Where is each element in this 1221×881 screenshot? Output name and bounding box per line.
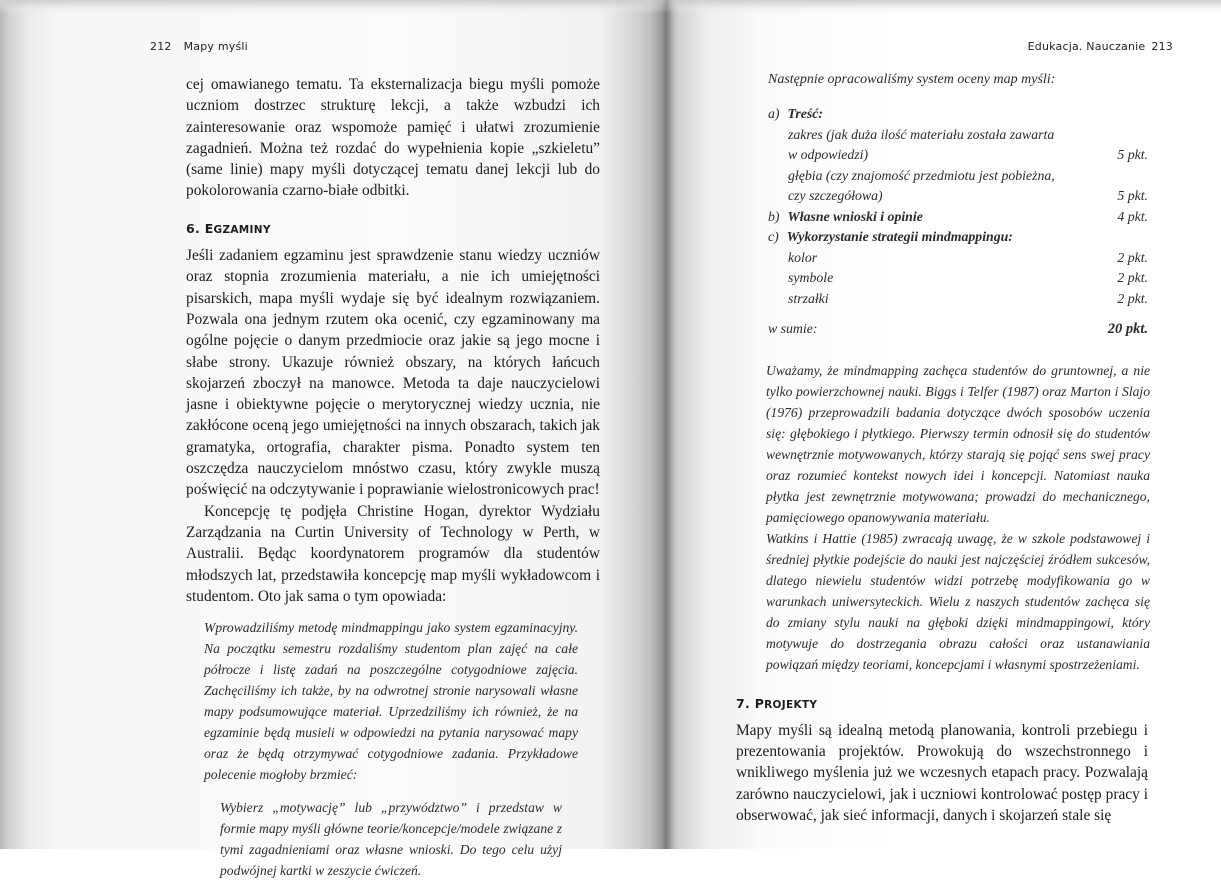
hogan-quote-paragraph-1: Wprowadziliśmy metodę mindmappingu jako system egzaminacyjny. Na początku semestru rozdaliśmy studentom plan zajęć na całe półrocze i listę zadań na poszczególne cotygodniowe zajęcia. Zachęciliśmy ich także, by na odwrotnej stronie narysowali własne mapy podsumowujące materiał. Uprzedziliśmy ich również, że na egzaminie będą musieli w odpowiedzi na pytania narysować mapy oraz że będą otrzymywać cotygodniowe zadania. Przykładowe polecenie mogłoby brzmieć: <box>204 620 578 783</box>
rubric-label: Własne wnioski i opinie <box>787 208 923 224</box>
rubric-label: Wykorzystanie strategii mindmappingu: <box>786 229 1013 244</box>
rubric-points: 5 pkt. <box>1117 188 1148 203</box>
rubric-row <box>768 104 1148 125</box>
rubric-criterion <box>788 125 1054 146</box>
hogan-paragraph: Koncepcję tę podjęła Christine Hogan, dyrektor Wydziału Zarządzania na Curtin University of Technology w Perth, w Australii. Będąc koordynatorem programów dla studentów młodszych lat, przedstawiła koncepcję map myśli wykładowcom i studentom. Oto jak sama o tym opowiada: <box>186 502 600 605</box>
left-running-header <box>150 40 248 53</box>
rubric-label: czy szczegółowa) <box>788 188 883 203</box>
rubric-points: 2 pkt. <box>1117 290 1148 306</box>
rubric-label: w odpowiedzi) <box>788 147 869 162</box>
rubric-marker: c) <box>768 229 779 244</box>
rubric-total-label: w sumie: <box>768 321 818 336</box>
section-heading-projekty <box>736 693 1148 716</box>
continuation-paragraph: cej omawianego tematu. Ta eksternalizacja biegu myśli pomoże uczniom dostrzec strukturę lekcji, a także wzbudzi ich zainteresowanie oraz wspomoże pamięć i ułatwi zrozumienie zagadnień. Można też rozdać do wypełnienia kopie „szkieletu” (same linie) mapy myśli dotyczącej tematu danej lekcji lub do pokolorowania czarno-białe odbitki. <box>186 76 600 200</box>
rubric-row <box>768 227 1148 248</box>
rubric-points: 2 pkt. <box>1117 249 1148 265</box>
rubric-label: symbole <box>788 270 834 285</box>
rubric-row <box>768 145 1148 166</box>
right-page-body <box>736 70 1148 826</box>
hogan-quote <box>204 617 578 881</box>
rubric-row <box>768 289 1148 310</box>
section-title-initial: E <box>204 220 214 236</box>
right-running-header <box>1028 40 1173 53</box>
deep-learning-quote-paragraph-1: Uważamy, że mindmapping zachęca studentów do gruntownej, a nie tylko powierzchownej nauki. Biggs i Telfer (1987) oraz Marton i Slajo (1976) przeprowadzili badania dotyczące dwóch sposobów uczenia się: głębokiego i płytkiego. Pierwszy termin odnosił się do studentów wewnętrznie motywowanych, którzy starają się pojąć sens swej pracy oraz rozumieć kontekst nowych idei i koncepcji. Natomiast nauka płytka jest zewnętrznie motywowana; prowadzi do mechanicznego, pamięciowego opanowywania materiału. <box>766 362 1150 525</box>
section-title-rest: ROJEKTY <box>764 698 818 711</box>
section-title-initial: P <box>754 695 765 711</box>
rubric-points: 2 pkt. <box>1117 270 1148 285</box>
exam-paragraph: Jeśli zadaniem egzaminu jest sprawdzenie stanu wiedzy uczniów oraz stopnia zrozumienia materiału, a nie ich umiejętności pisarskich, mapa myśli wydaje się być idealnym rozwiązaniem. Pozwala ona jednym rzutem oka ocenić, czy egzaminowany ma ogólne pojęcie o danym przedmiocie oraz jakie są jego mocne i słabe strony. Ukazuje również obszary, na których łańcuch skojarzeń zboczył na manowce. Metoda ta daje nauczycielowi jasne i obiektywne pojęcie o merytorycznej wiedzy ucznia, nie zakłócone oceną jego umiejętności na innych obszarach, takich jak gramatyka, ortografia, charakter pisma. Ponadto system ten oszczędza nauczycielom mnóstwo czasu, który zwykle muszą poświęcić na odczytywanie i poprawianie wielostronicowych prac! <box>186 247 600 499</box>
rubric-label: Treść: <box>787 106 823 121</box>
hogan-quote-example-task: Wybierz „motywację” lub „przywództwo” i przedstaw w formie mapy myśli główne teorie/koncepcje/modele związane z tymi zagadnieniami oraz własne wnioski. Do tego celu użyj podwójnej kartki w zeszycie ćwiczeń. <box>220 800 562 879</box>
rubric-label: zakres (jak duża ilość materiału została zawarta <box>788 126 1055 142</box>
rubric-row <box>768 125 1148 146</box>
section-number: 7. <box>736 695 751 711</box>
rubric-total-points: 20 pkt. <box>1107 321 1148 337</box>
rubric-criterion <box>788 186 883 207</box>
deep-learning-quote <box>766 360 1150 675</box>
rubric-criterion <box>788 166 1055 187</box>
section-heading-egzaminy <box>186 218 600 241</box>
rubric-criterion <box>788 145 868 166</box>
rubric-marker: a) <box>768 106 780 121</box>
rubric-criterion <box>768 207 923 228</box>
right-page-number: 213 <box>1151 40 1173 53</box>
rubric-label: głębia (czy znajomość przedmiotu jest pobieżna, <box>788 167 1055 183</box>
left-running-head-title: Mapy myśli <box>183 40 248 53</box>
rubric-row <box>768 268 1148 289</box>
right-running-head-title: Edukacja. Nauczanie <box>1027 40 1146 53</box>
rubric-marker: b) <box>768 208 780 224</box>
rubric-intro: Następnie opracowaliśmy system oceny map myśli: <box>768 72 1056 87</box>
rubric-criterion <box>788 289 829 310</box>
grading-rubric <box>768 104 1148 340</box>
projects-paragraph: Mapy myśli są idealną metodą planowania, kontroli przebiegu i prezentowania projektów. Prowokują do wszechstronnego i wnikliwego myślenia już we wczesnych etapach pracy. Pozwalają zarówno nauczycielowi, jak i uczniowi kontrolować postęp pracy i obserwować, jak sieć informacji, danych i skojarzeń stale się <box>736 721 1148 824</box>
rubric-criterion <box>788 268 833 289</box>
rubric-criterion <box>768 104 823 125</box>
rubric-label: strzałki <box>788 290 829 306</box>
rubric-label: kolor <box>788 249 818 265</box>
section-number: 6. <box>186 220 201 236</box>
rubric-points: 4 pkt. <box>1117 208 1148 224</box>
deep-learning-quote-paragraph-2: Watkins i Hattie (1985) zwracają uwagę, że w szkole podstawowej i średniej płytkie podejście do nauki jest najczęściej źródłem sukcesów, dlatego niewielu studentów widzi potrzebę modyfikowania go w warunkach uniwersyteckich. Wielu z naszych studentów zachęca się do zmiany stylu nauki na głęboki dzięki mindmappingowi, który motywuje do dostrzegania obrazu całości oraz ustanawiania powiązań między teoriami, koncepcjami i własnymi spostrzeżeniami. <box>766 530 1150 672</box>
left-page-number: 212 <box>150 40 172 53</box>
rubric-row <box>768 186 1148 207</box>
left-page-body <box>186 74 600 881</box>
rubric-row <box>768 248 1148 269</box>
rubric-row <box>768 166 1148 187</box>
rubric-criterion <box>788 248 817 269</box>
section-title-rest: GZAMINY <box>213 223 271 236</box>
rubric-row <box>768 207 1148 228</box>
rubric-total-row <box>768 319 1148 340</box>
rubric-points: 5 pkt. <box>1117 147 1148 162</box>
rubric-criterion <box>768 227 1013 248</box>
